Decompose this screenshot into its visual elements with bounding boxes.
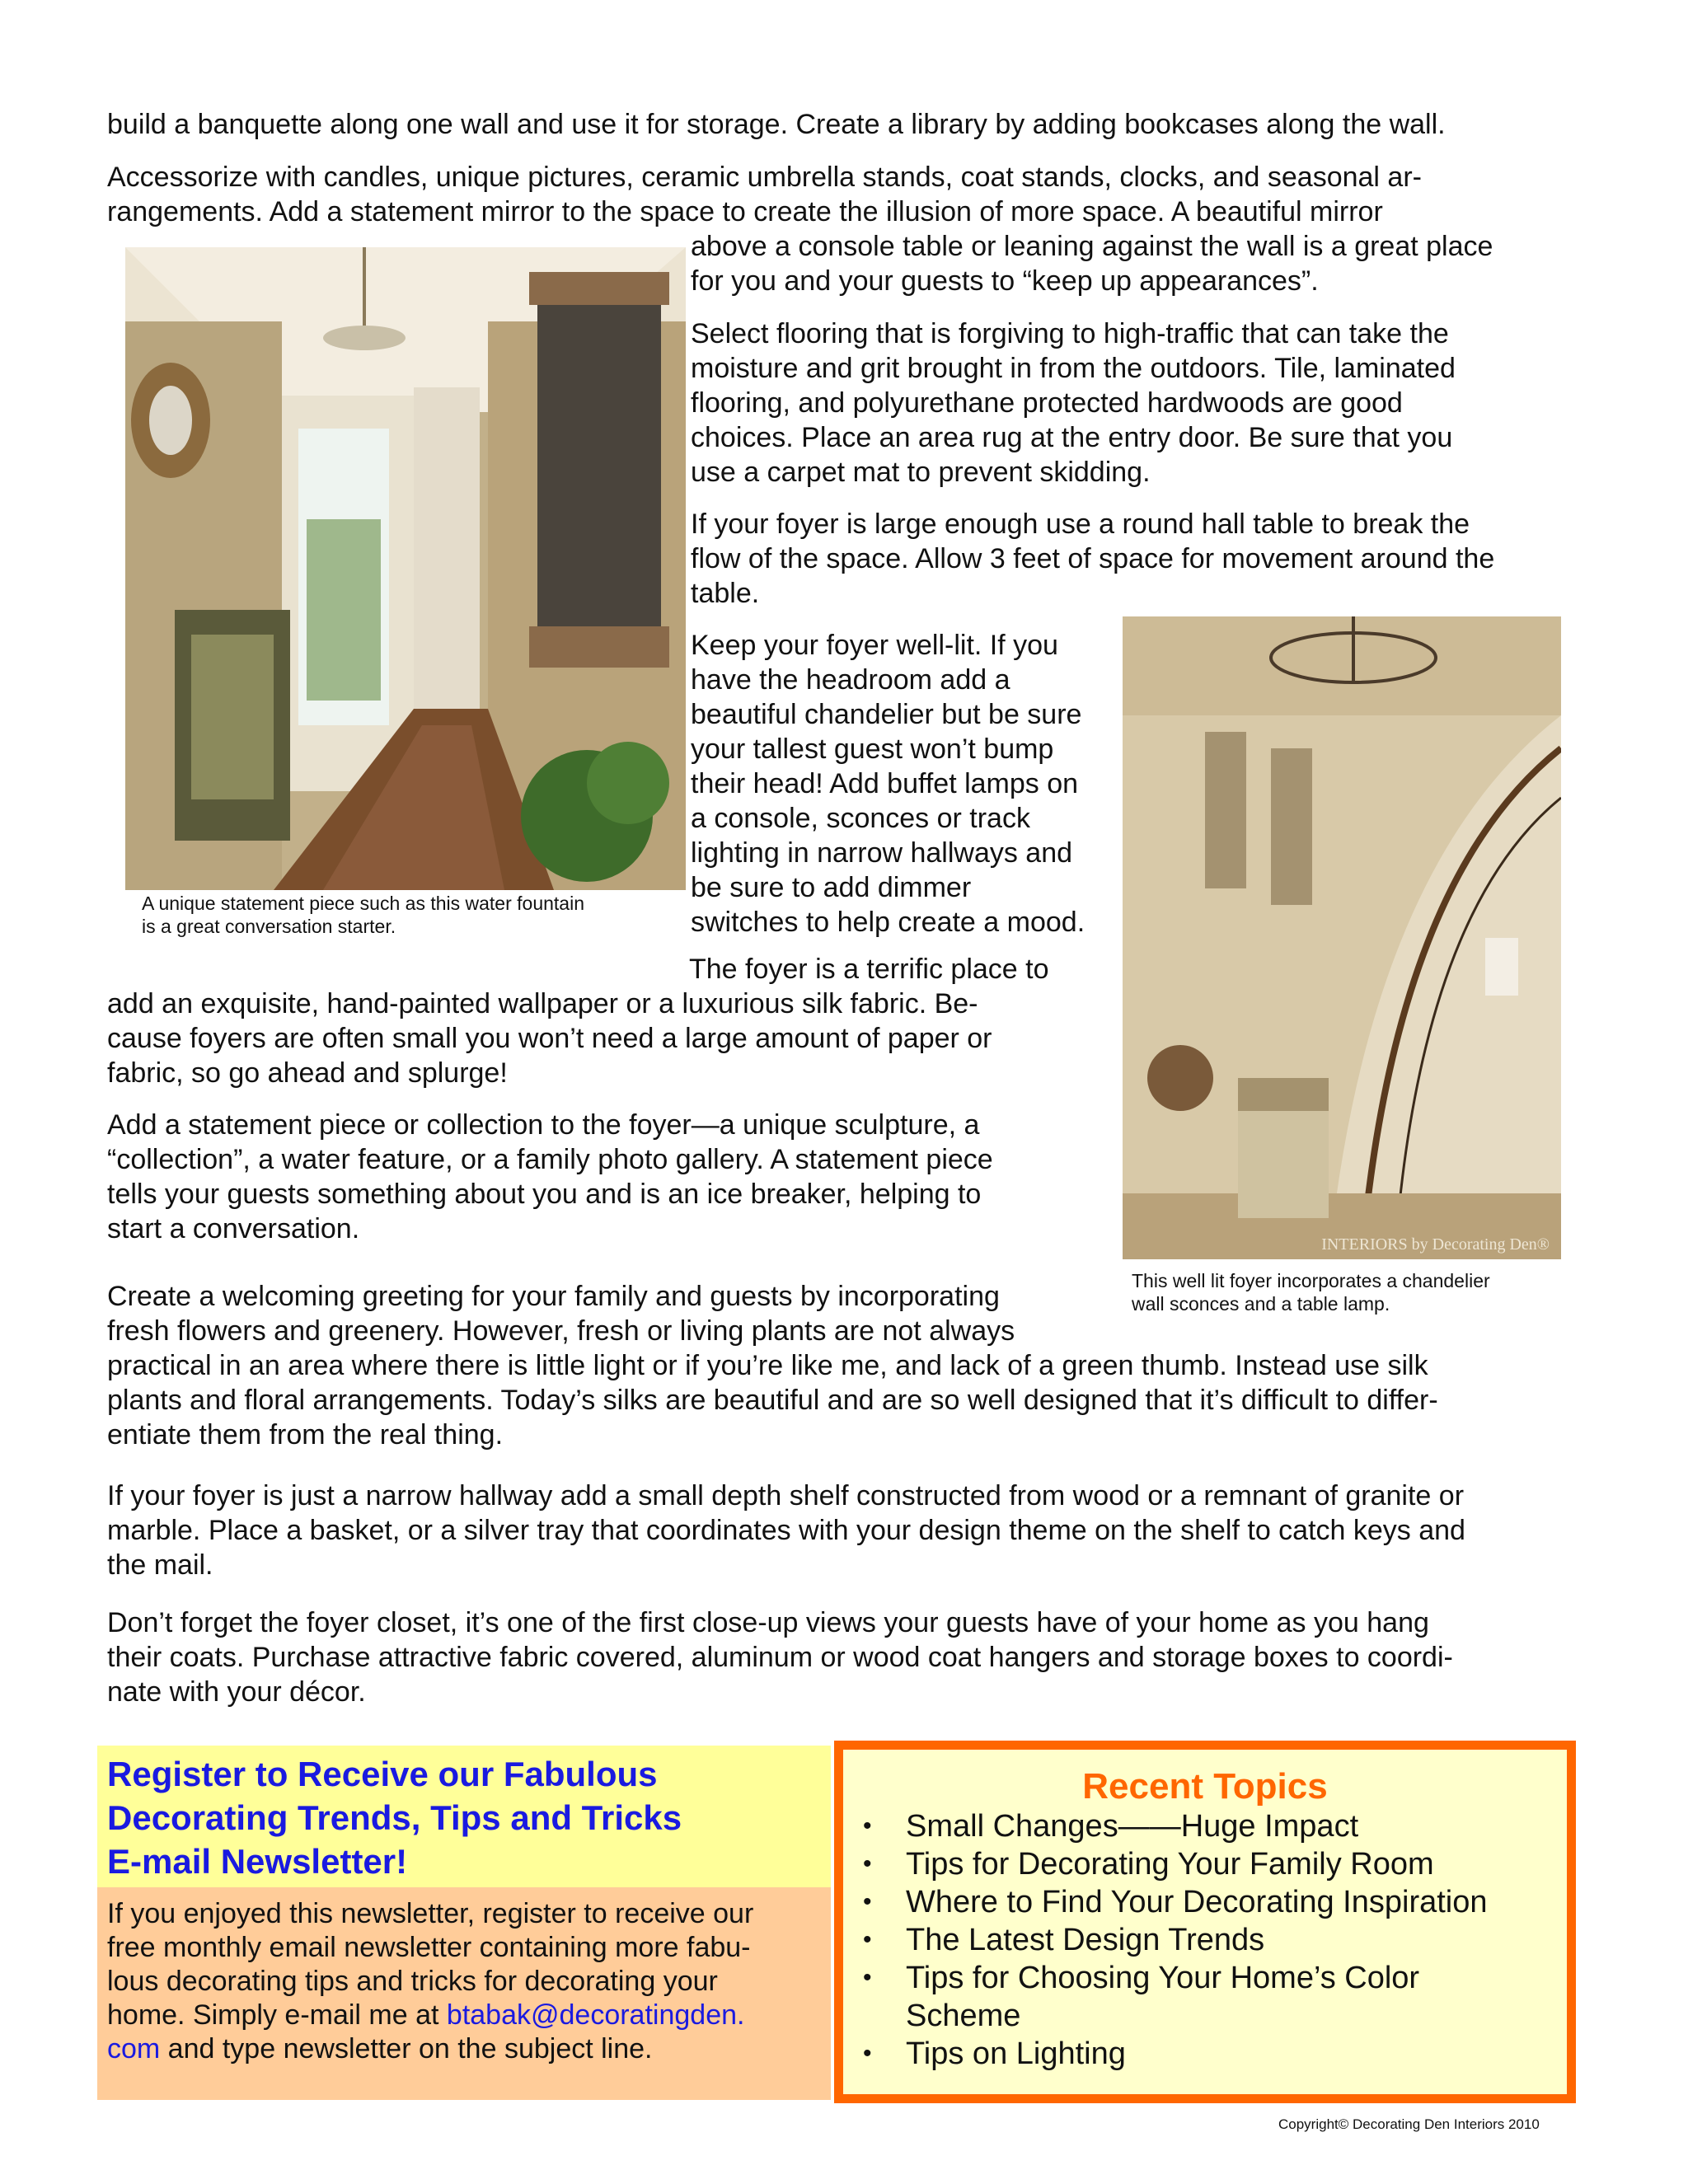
text-line: above a console table or leaning against the wall is a great place [691, 231, 1493, 262]
text-line: If your foyer is just a narrow hallway add a small depth shelf constructed from wood or a remnant of granite or [107, 1480, 1465, 1511]
text-line: plants and floral arrangements. Today’s silks are beautiful and are so well designed that it’s difficult to differ- [107, 1385, 1438, 1416]
text-line: “collection”, a water feature, or a family photo gallery. A statement piece [107, 1144, 993, 1175]
text-line: flow of the space. Allow 3 feet of space for movement around the [691, 543, 1495, 574]
text-line: lighting in narrow hallways and [691, 837, 1073, 869]
paragraph-accessorize-cont [691, 229, 1493, 298]
newsletter-register-box [97, 1746, 831, 2100]
paragraph-wallpaper-a [689, 952, 1049, 987]
staircase-foyer-photo [1123, 616, 1561, 1259]
register-title-line: Register to Receive our Fabulous [107, 1755, 658, 1793]
paragraph-lighting [691, 628, 1085, 940]
text-line: Keep your foyer well-lit. If you [691, 630, 1058, 661]
topic-item [843, 1921, 1488, 1959]
caption-line: A unique statement piece such as this water fountain [142, 893, 584, 914]
caption-line: wall sconces and a table lamp. [1132, 1293, 1390, 1315]
text-line: add an exquisite, hand-painted wallpaper or a luxurious silk fabric. Be- [107, 988, 978, 1019]
recent-topics-box [834, 1741, 1576, 2103]
email-link[interactable]: btabak@decoratingden. [446, 1999, 745, 2031]
text-line: your tallest guest won’t bump [691, 733, 1054, 765]
text-line: a console, sconces or track [691, 803, 1030, 834]
text-line: the mail. [107, 1549, 213, 1581]
text-line: If your foyer is large enough use a round hall table to break the [691, 509, 1470, 540]
bullet-icon: • [863, 1926, 872, 1953]
text-line: practical in an area where there is little light or if you’re like me, and lack of a green thumb. Instead use silk [107, 1350, 1428, 1381]
bullet-icon: • [863, 1964, 872, 1991]
text-line: Add a statement piece or collection to the foyer—a unique sculpture, a [107, 1109, 980, 1141]
text-line: have the headroom add a [691, 664, 1010, 696]
register-title-line: Decorating Trends, Tips and Tricks [107, 1798, 682, 1837]
text-line: table. [691, 578, 760, 609]
email-link-cont[interactable]: com [107, 2033, 161, 2064]
paragraph-flooring [691, 316, 1456, 490]
text-line: marble. Place a basket, or a silver tray that coordinates with your design theme on the shelf to catch keys and [107, 1515, 1465, 1546]
topic-item [843, 2035, 1488, 2073]
text-line: Accessorize with candles, unique pictures, ceramic umbrella stands, coat stands, clocks, and seasonal ar- [107, 162, 1422, 193]
text-line: cause foyers are often small you won’t need a large amount of paper or [107, 1023, 992, 1054]
text-line: fabric, so go ahead and splurge! [107, 1057, 508, 1089]
topic-label: Tips on Lighting [906, 2036, 1126, 2071]
register-text-line: free monthly email newsletter containing more fabu- [107, 1932, 751, 1963]
text-line: be sure to add dimmer [691, 872, 972, 903]
register-header [97, 1746, 831, 1887]
topic-item [843, 1959, 1488, 2035]
photo-watermark: INTERIORS by Decorating Den® [1321, 1235, 1550, 1254]
register-text-segment: and type newsletter on the subject line. [160, 2033, 653, 2064]
text-line: switches to help create a mood. [691, 907, 1085, 938]
text-line: their head! Add buffet lamps on [691, 768, 1079, 799]
register-title [107, 1752, 682, 1883]
topic-item [843, 1807, 1488, 1845]
text-line: beautiful chandelier but be sure [691, 699, 1082, 730]
text-line: tells your guests something about you and is an ice breaker, helping to [107, 1179, 982, 1210]
text-line: rangements. Add a statement mirror to the space to create the illusion of more space. A beautiful mirror [107, 196, 1383, 227]
paragraph-greenery [107, 1279, 1438, 1452]
text-line: use a carpet mat to prevent skidding. [691, 457, 1151, 488]
text-line: Select flooring that is forgiving to high-traffic that can take the [691, 318, 1449, 349]
paragraph-foyer-closet [107, 1605, 1453, 1709]
caption-line: This well lit foyer incorporates a chandelier [1132, 1270, 1490, 1291]
hallway-illustration [125, 247, 686, 890]
topic-label: Tips for Decorating Your Family Room [906, 1847, 1434, 1882]
text-line: nate with your décor. [107, 1676, 366, 1708]
register-text [107, 1897, 753, 2066]
text-line: build a banquette along one wall and use it for storage. Create a library by adding bookcases along the wall. [107, 109, 1446, 140]
staircase-illustration [1123, 616, 1561, 1259]
paragraph-wallpaper-b [107, 987, 992, 1090]
topic-label: Small Changes——Huge Impact [906, 1809, 1359, 1844]
text-line: entiate them from the real thing. [107, 1419, 504, 1451]
text-line: start a conversation. [107, 1213, 360, 1244]
text-line: their coats. Purchase attractive fabric covered, aluminum or wood coat hangers and storage boxes to coordi- [107, 1642, 1453, 1673]
register-text-line: lous decorating tips and tricks for decorating your [107, 1966, 718, 1997]
text-line: for you and your guests to “keep up appearances”. [691, 265, 1319, 297]
bullet-icon: • [863, 1812, 872, 1840]
text-line: moisture and grit brought in from the outdoors. Tile, laminated [691, 353, 1456, 384]
register-text-line [107, 1999, 753, 2032]
text-line: flooring, and polyurethane protected hardwoods are good [691, 387, 1403, 419]
copyright-notice: Copyright© Decorating Den Interiors 2010 [1278, 2116, 1540, 2132]
recent-topics-list [843, 1807, 1488, 2073]
text-line: The foyer is a terrific place to [689, 954, 1049, 985]
bullet-icon: • [863, 1888, 872, 1915]
bullet-icon: • [863, 2040, 872, 2067]
topic-label: The Latest Design Trends [906, 1923, 1265, 1957]
paragraph-accessorize [107, 160, 1422, 229]
paragraph-hall-table [691, 507, 1494, 611]
text-line: Don’t forget the foyer closet, it’s one of the first close-up views your guests have of your home as you hang [107, 1607, 1429, 1638]
paragraph-narrow-hallway [107, 1479, 1465, 1582]
register-text-line: If you enjoyed this newsletter, register to receive our [107, 1898, 754, 1929]
register-title-line: E-mail Newsletter! [107, 1842, 408, 1881]
topic-item [843, 1883, 1488, 1921]
paragraph-banquette [107, 107, 1446, 142]
text-line: fresh flowers and greenery. However, fresh or living plants are not always [107, 1315, 1015, 1347]
topic-item [843, 1845, 1488, 1883]
topic-label: Where to Find Your Decorating Inspiration [906, 1885, 1488, 1919]
topic-label-cont: Scheme [906, 1999, 1021, 2033]
register-text-line [107, 2032, 753, 2066]
hallway-fountain-photo [125, 247, 686, 890]
bullet-icon: • [863, 1850, 872, 1877]
paragraph-statement-piece [107, 1108, 993, 1246]
text-line: choices. Place an area rug at the entry door. Be sure that you [691, 422, 1453, 453]
caption-line: is a great conversation starter. [142, 916, 396, 937]
hallway-photo-caption [142, 892, 584, 938]
register-text-segment: home. Simply e-mail me at [107, 1999, 447, 2031]
register-body [97, 1887, 831, 2100]
recent-topics-title: Recent Topics [1082, 1766, 1328, 1807]
topic-label: Tips for Choosing Your Home’s Color [906, 1961, 1420, 1995]
text-line: Create a welcoming greeting for your family and guests by incorporating [107, 1281, 1000, 1312]
